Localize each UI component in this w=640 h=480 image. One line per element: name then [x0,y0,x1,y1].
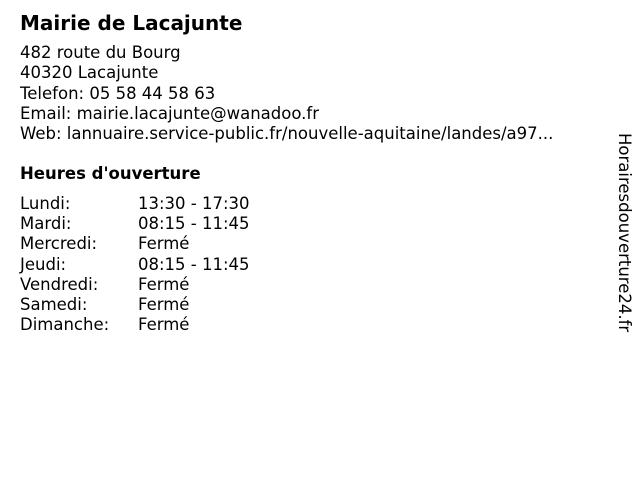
hours-row-wednesday [20,234,250,254]
day-hours: 08:15 - 11:45 [138,214,250,234]
postal-city: 40320 Lacajunte [20,63,159,83]
phone-number: Telefon: 05 58 44 58 63 [20,83,216,103]
day-label: Mercredi: [20,234,98,254]
hours-row-monday [20,194,250,214]
hours-row-tuesday [20,214,250,234]
day-label: Mardi: [20,214,72,234]
day-hours: 13:30 - 17:30 [138,194,250,213]
day-hours: Fermé [138,234,190,254]
address-block [20,43,553,144]
email-address: Email: mairie.lacajunte@wanadoo.fr [20,103,319,123]
day-hours: Fermé [138,315,190,335]
hours-row-thursday [20,255,250,275]
hours-heading: Heures d'ouverture [20,164,201,183]
day-label: Lundi: [20,194,71,213]
day-label: Jeudi: [20,254,67,274]
opening-hours-list [20,194,250,335]
day-hours: Fermé [138,274,190,294]
hours-row-friday [20,275,250,295]
page-title: Mairie de Lacajunte [20,11,243,35]
hours-row-saturday [20,295,250,315]
site-watermark-label: Horairesdouverture24.fr [615,133,634,333]
hours-row-sunday [20,315,250,335]
day-label: Samedi: [20,294,88,314]
day-hours: Fermé [138,294,190,314]
day-label: Vendredi: [20,274,99,294]
day-label: Dimanche: [20,315,110,335]
website-link: Web: lannuaire.service-public.fr/nouvelle-aquitaine/landes/a97... [20,124,554,144]
day-hours: 08:15 - 11:45 [138,254,250,274]
street-address: 482 route du Bourg [20,43,181,62]
